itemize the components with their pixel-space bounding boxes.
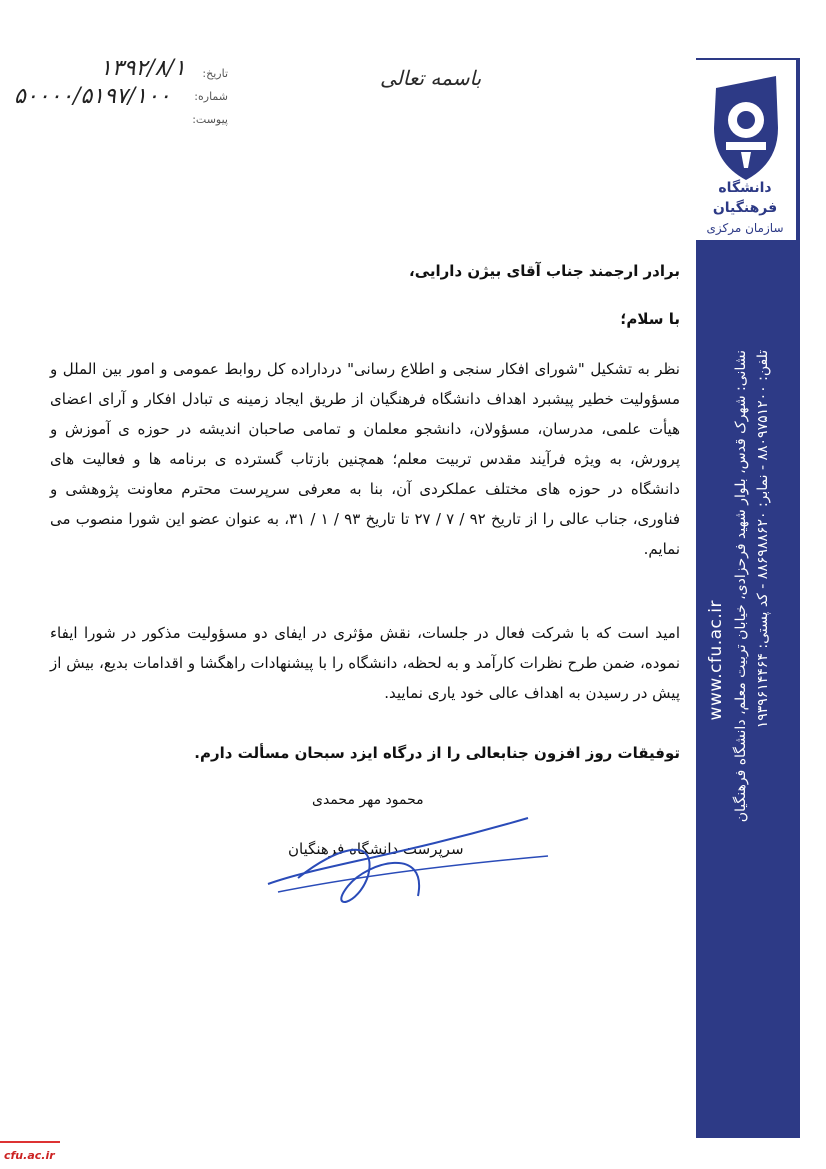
sidebar-address — [730, 350, 774, 822]
basmala: باسمه تعالی — [380, 66, 482, 90]
salutation: برادر ارجمند جناب آقای بیژن دارایی، — [409, 262, 680, 280]
logo-name: دانشگاه فرهنگیان — [712, 180, 778, 216]
logo-caption — [700, 178, 790, 238]
date-label: تاریخ: — [202, 67, 228, 80]
sidebar-contact-line: تلفن: ۸۸۰۹۷۵۱۲۰۰ - نمابر: ۸۸۶۹۸۸۶۲۰ - کد پستی: ۱۹۳۹۶۱۴۴۶۴ — [755, 350, 771, 729]
logo-subtitle: سازمان مرکزی — [706, 221, 784, 235]
watermark-text: cfu.ac.ir — [4, 1149, 55, 1162]
closing-line: توفیقات روز افزون جنابعالی را از درگاه ایزد سبحان مسألت دارم. — [194, 744, 680, 762]
sidebar-website: www.cfu.ac.ir — [706, 600, 726, 721]
signer-name: محمود مهر محمدی — [312, 792, 424, 808]
watermark-badge — [0, 1141, 60, 1169]
paragraph-2: امید است که با شرکت فعال در جلسات، نقش مؤثری در ایفای دو مسؤولیت مذکور در شورا ایفاء نموده، ضمن طرح نظرات کارآمد و به لحظه، دانشگاه را با پیشنهادات راهگشا و اقدامات بدیع، بیش از پیش در رسیدن به اهداف عالی خود یاری نمایید. — [50, 624, 680, 702]
number-value: ۵۰۰۰۰/۵۱۹۷/۱۰۰ — [14, 84, 171, 109]
signer-title: سرپرست دانشگاه فرهنگیان — [288, 840, 464, 858]
greeting: با سلام؛ — [620, 310, 680, 328]
letter-meta — [188, 62, 228, 131]
university-logo-icon — [696, 68, 796, 188]
paragraph-1: نظر به تشکیل "شورای افکار سنجی و اطلاع رسانی" درداراده کل روابط عمومی و امور بین الملل و مسؤولیت خطیر پیشبرد اهداف دانشگاه فرهنگیان از طریق ایجاد زمینه ی تبادل افکار و آرای اعضای هیأت علمی، مدرسان، مسؤولان، دانشجو معلمان و تمامی صاحبان اندیشه در حوزه ی آموزش و پرورش، به ویژه فرآیند مقدس تربیت معلم؛ همچنین بازتاب گسترده ی برنامه ها و فعالیت های دانشگاه در حوزه های مختلف عملکردی آن، بنا به معرفی سرپرست محترم معاونت پژوهشی و فناوری، جناب عالی را از تاریخ ۹۲ / ۷ / ۲۷ تا تاریخ ۹۳ / ۱ / ۳۱، به عنوان عضو این شورا منصوب می نمایم. — [50, 360, 681, 558]
sidebar-address-line: نشانی: شهرک قدس، بلوار شهید فرحزادی، خیابان تربیت معلم، دانشگاه فرهنگیان — [733, 350, 749, 823]
number-label: شماره: — [194, 90, 228, 103]
handwritten-signature — [258, 806, 558, 916]
attachment-label: پیوست: — [192, 113, 228, 126]
date-value: ۱۳۹۲/۸/۱ — [100, 56, 186, 81]
